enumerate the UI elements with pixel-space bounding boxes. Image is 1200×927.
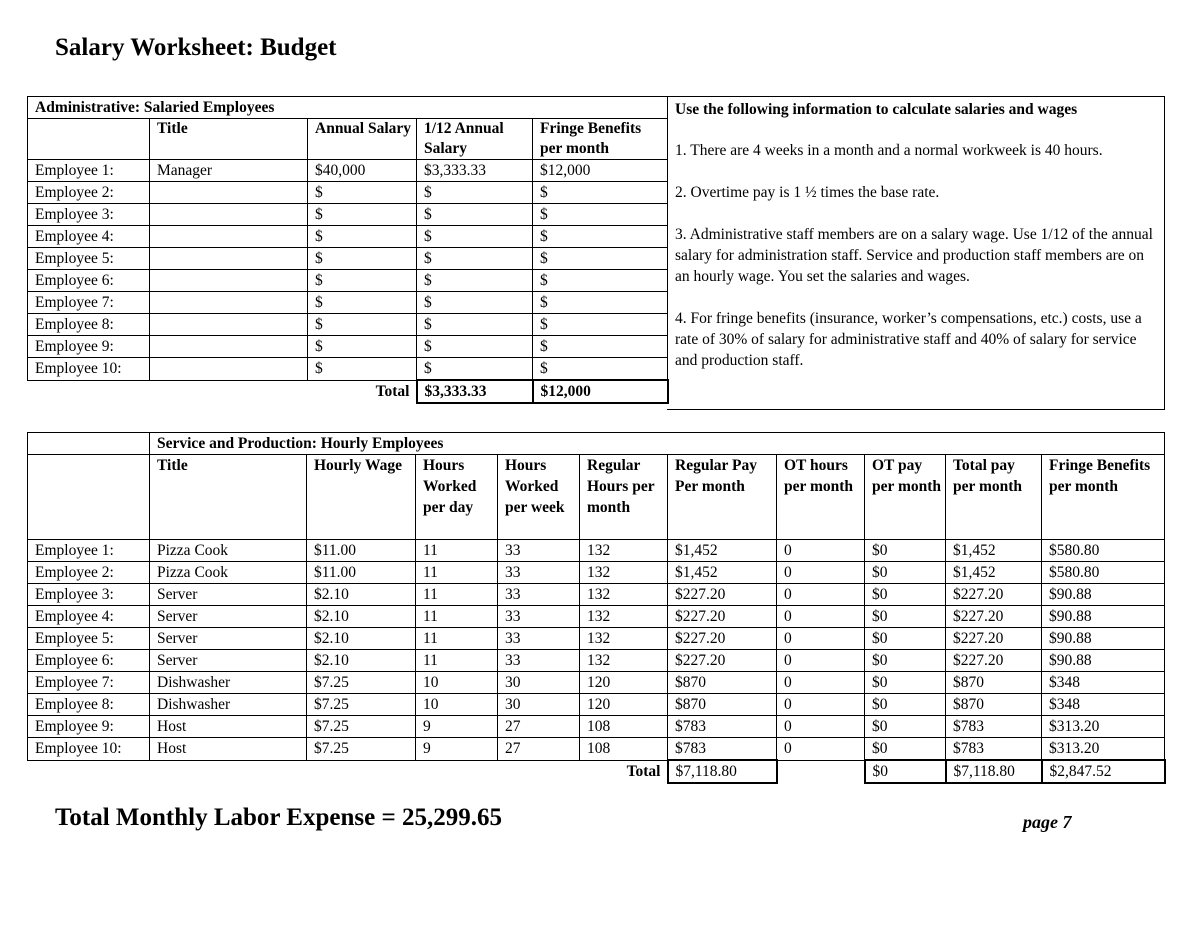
header-regular-hours: Regular Hours per month — [580, 455, 668, 540]
table-cell: 33 — [498, 562, 580, 584]
header-blank — [28, 119, 150, 160]
page-title: Salary Worksheet: Budget — [55, 34, 337, 61]
table-cell: $783 — [946, 716, 1042, 738]
admin-table-row — [28, 358, 668, 381]
hourly-rows — [28, 540, 1165, 761]
table-cell: $ — [308, 336, 417, 358]
table-cell: $ — [417, 270, 533, 292]
table-cell: $1,452 — [946, 540, 1042, 562]
employee-label: Employee 9: — [28, 716, 150, 738]
table-cell — [150, 358, 308, 381]
admin-salary-table — [27, 96, 669, 404]
table-cell: $0 — [865, 562, 946, 584]
table-cell: 0 — [777, 672, 865, 694]
table-cell: 108 — [580, 716, 668, 738]
hourly-table-row — [28, 650, 1165, 672]
table-cell: 33 — [498, 540, 580, 562]
table-cell: $40,000 — [308, 160, 417, 182]
table-cell — [150, 204, 308, 226]
table-cell: $ — [533, 270, 668, 292]
hourly-table-row — [28, 540, 1165, 562]
admin-total-fringe: $12,000 — [533, 380, 668, 403]
table-cell: $870 — [946, 672, 1042, 694]
header-blank — [28, 433, 150, 455]
table-cell: $ — [533, 226, 668, 248]
table-cell: $870 — [668, 672, 777, 694]
hourly-total-blank — [777, 760, 865, 783]
hourly-total-pay: $7,118.80 — [946, 760, 1042, 783]
table-cell: $12,000 — [533, 160, 668, 182]
employee-label: Employee 6: — [28, 650, 150, 672]
table-cell: $7.25 — [307, 694, 416, 716]
table-cell: $ — [308, 204, 417, 226]
table-cell: $227.20 — [946, 606, 1042, 628]
table-cell: $ — [308, 358, 417, 381]
table-cell: 11 — [416, 540, 498, 562]
table-cell: 0 — [777, 584, 865, 606]
table-cell — [150, 182, 308, 204]
table-cell: $0 — [865, 628, 946, 650]
hourly-total-regular-pay: $7,118.80 — [668, 760, 777, 783]
table-cell — [150, 226, 308, 248]
table-cell: $348 — [1042, 672, 1165, 694]
employee-label: Employee 10: — [28, 358, 150, 381]
table-cell: 30 — [498, 672, 580, 694]
table-cell: 11 — [416, 584, 498, 606]
employee-label: Employee 1: — [28, 540, 150, 562]
table-cell: $783 — [946, 738, 1042, 761]
table-cell: $ — [308, 182, 417, 204]
table-cell: $11.00 — [307, 540, 416, 562]
table-cell: $ — [417, 248, 533, 270]
table-cell: $1,452 — [668, 562, 777, 584]
table-cell: 108 — [580, 738, 668, 761]
table-cell: 0 — [777, 694, 865, 716]
hourly-section-title: Service and Production: Hourly Employees — [150, 433, 1165, 455]
header-hours-per-week: Hours Worked per week — [498, 455, 580, 540]
table-cell: 30 — [498, 694, 580, 716]
table-cell: $870 — [946, 694, 1042, 716]
employee-label: Employee 7: — [28, 292, 150, 314]
employee-label: Employee 6: — [28, 270, 150, 292]
table-cell: $0 — [865, 606, 946, 628]
table-cell: 132 — [580, 650, 668, 672]
hourly-table-row — [28, 584, 1165, 606]
employee-label: Employee 3: — [28, 584, 150, 606]
table-cell — [150, 336, 308, 358]
employee-label: Employee 2: — [28, 182, 150, 204]
table-cell: 120 — [580, 694, 668, 716]
employee-label: Employee 2: — [28, 562, 150, 584]
table-cell: 33 — [498, 628, 580, 650]
table-cell: $2.10 — [307, 650, 416, 672]
table-cell: 27 — [498, 738, 580, 761]
employee-label: Employee 5: — [28, 628, 150, 650]
table-cell — [150, 292, 308, 314]
table-cell: $1,452 — [946, 562, 1042, 584]
admin-table-row — [28, 160, 668, 182]
table-cell: Pizza Cook — [150, 562, 307, 584]
table-cell: $ — [533, 358, 668, 381]
header-hourly-wage: Hourly Wage — [307, 455, 416, 540]
header-ot-hours: OT hours per month — [777, 455, 865, 540]
header-ot-pay: OT pay per month — [865, 455, 946, 540]
admin-total-label: Total — [375, 382, 410, 400]
table-cell: 9 — [416, 716, 498, 738]
header-regular-pay: Regular Pay Per month — [668, 455, 777, 540]
table-cell: $ — [533, 204, 668, 226]
table-cell: $ — [417, 314, 533, 336]
table-cell: $227.20 — [946, 628, 1042, 650]
hourly-total-fringe: $2,847.52 — [1042, 760, 1165, 783]
table-cell: 33 — [498, 606, 580, 628]
table-cell: Manager — [150, 160, 308, 182]
admin-table-row — [28, 248, 668, 270]
table-cell: 11 — [416, 562, 498, 584]
instruction-item: 3. Administrative staff members are on a salary wage. Use 1/12 of the annual salary for administration staff. Service and production staff members are on an hourly wage. You set the salaries and wages. — [675, 226, 1153, 285]
table-cell: Server — [150, 584, 307, 606]
instructions-box — [667, 96, 1165, 410]
table-cell: $ — [417, 292, 533, 314]
header-total-pay: Total pay per month — [946, 455, 1042, 540]
hourly-table-row — [28, 628, 1165, 650]
table-cell: $0 — [865, 584, 946, 606]
table-cell: Server — [150, 606, 307, 628]
table-cell: $0 — [865, 650, 946, 672]
table-cell: $783 — [668, 738, 777, 761]
table-cell: 11 — [416, 606, 498, 628]
table-cell: $3,333.33 — [417, 160, 533, 182]
table-cell: $1,452 — [668, 540, 777, 562]
instruction-item: 1. There are 4 weeks in a month and a normal workweek is 40 hours. — [675, 142, 1103, 159]
table-cell: $580.80 — [1042, 540, 1165, 562]
table-cell: 11 — [416, 628, 498, 650]
table-cell: 132 — [580, 584, 668, 606]
table-cell: Server — [150, 650, 307, 672]
table-cell: Dishwasher — [150, 672, 307, 694]
table-cell: 0 — [777, 628, 865, 650]
table-cell: $ — [533, 248, 668, 270]
table-cell: $7.25 — [307, 738, 416, 761]
table-cell: 33 — [498, 584, 580, 606]
table-cell: 10 — [416, 694, 498, 716]
header-annual-salary: Annual Salary — [308, 119, 417, 160]
table-cell: 0 — [777, 716, 865, 738]
table-cell: $0 — [865, 716, 946, 738]
table-cell: $870 — [668, 694, 777, 716]
admin-table-row — [28, 314, 668, 336]
table-cell: $313.20 — [1042, 738, 1165, 761]
table-cell: 11 — [416, 650, 498, 672]
table-cell: $227.20 — [946, 584, 1042, 606]
employee-label: Employee 7: — [28, 672, 150, 694]
header-title: Title — [150, 119, 308, 160]
table-cell: $ — [308, 226, 417, 248]
table-cell: $ — [308, 292, 417, 314]
total-labor-expense: Total Monthly Labor Expense = 25,299.65 — [55, 804, 502, 831]
hourly-table-row — [28, 738, 1165, 761]
employee-label: Employee 5: — [28, 248, 150, 270]
admin-table-row — [28, 270, 668, 292]
header-fringe-benefits: Fringe Benefits per month — [533, 119, 668, 160]
table-cell: $227.20 — [668, 628, 777, 650]
table-cell: Host — [150, 738, 307, 761]
table-cell: 0 — [777, 650, 865, 672]
header-title: Title — [150, 455, 307, 540]
employee-label: Employee 3: — [28, 204, 150, 226]
table-cell: $0 — [865, 672, 946, 694]
header-blank — [28, 455, 150, 540]
table-cell: $90.88 — [1042, 650, 1165, 672]
employee-label: Employee 1: — [28, 160, 150, 182]
hourly-table-row — [28, 694, 1165, 716]
table-cell: $ — [308, 248, 417, 270]
admin-table-row — [28, 336, 668, 358]
table-cell: 0 — [777, 540, 865, 562]
table-cell: $90.88 — [1042, 628, 1165, 650]
admin-section-title: Administrative: Salaried Employees — [28, 97, 668, 119]
table-cell: 0 — [777, 562, 865, 584]
table-cell: 132 — [580, 606, 668, 628]
table-cell: $227.20 — [946, 650, 1042, 672]
table-cell: 10 — [416, 672, 498, 694]
table-cell: $227.20 — [668, 584, 777, 606]
page-number: page 7 — [1023, 812, 1072, 832]
table-cell: 33 — [498, 650, 580, 672]
table-cell: $ — [417, 358, 533, 381]
table-cell: $ — [308, 314, 417, 336]
instruction-item: 4. For fringe benefits (insurance, worker’s compensations, etc.) costs, use a rate of 30% of salary for administrative staff and 40% of salary for service and production staff. — [675, 310, 1142, 369]
table-cell: 0 — [777, 738, 865, 761]
table-cell: $2.10 — [307, 606, 416, 628]
table-cell: 27 — [498, 716, 580, 738]
admin-total-salary: $3,333.33 — [417, 380, 533, 403]
table-cell: $ — [417, 336, 533, 358]
hourly-header-row — [28, 455, 1165, 540]
table-cell — [150, 314, 308, 336]
table-cell: $580.80 — [1042, 562, 1165, 584]
table-cell: $2.10 — [307, 628, 416, 650]
table-cell — [150, 270, 308, 292]
employee-label: Employee 8: — [28, 694, 150, 716]
table-cell: $227.20 — [668, 606, 777, 628]
admin-table-row — [28, 204, 668, 226]
table-cell: $2.10 — [307, 584, 416, 606]
table-cell: $ — [533, 314, 668, 336]
table-cell: $7.25 — [307, 716, 416, 738]
hourly-table-row — [28, 606, 1165, 628]
header-hours-per-day: Hours Worked per day — [416, 455, 498, 540]
table-cell: $90.88 — [1042, 584, 1165, 606]
table-cell: $313.20 — [1042, 716, 1165, 738]
employee-label: Employee 9: — [28, 336, 150, 358]
table-cell: Host — [150, 716, 307, 738]
instructions-heading: Use the following information to calculate salaries and wages — [675, 101, 1078, 118]
table-cell: $0 — [865, 694, 946, 716]
table-cell: 132 — [580, 628, 668, 650]
table-cell: $0 — [865, 738, 946, 761]
table-cell: Server — [150, 628, 307, 650]
table-cell: 9 — [416, 738, 498, 761]
hourly-table-row — [28, 562, 1165, 584]
table-cell: 132 — [580, 562, 668, 584]
admin-table-row — [28, 182, 668, 204]
table-cell: $ — [308, 270, 417, 292]
table-cell: $ — [417, 182, 533, 204]
instruction-item: 2. Overtime pay is 1 ½ times the base rate. — [675, 184, 940, 201]
table-cell: $ — [533, 182, 668, 204]
hourly-wage-table — [27, 432, 1166, 784]
employee-label: Employee 4: — [28, 606, 150, 628]
table-cell: $7.25 — [307, 672, 416, 694]
employee-label: Employee 10: — [28, 738, 150, 761]
table-cell — [150, 248, 308, 270]
table-cell: Dishwasher — [150, 694, 307, 716]
admin-table-row — [28, 226, 668, 248]
table-cell: $0 — [865, 540, 946, 562]
table-cell: $11.00 — [307, 562, 416, 584]
table-cell: $ — [417, 204, 533, 226]
employee-label: Employee 4: — [28, 226, 150, 248]
table-cell: $227.20 — [668, 650, 777, 672]
table-cell: $783 — [668, 716, 777, 738]
table-cell: Pizza Cook — [150, 540, 307, 562]
table-cell: 120 — [580, 672, 668, 694]
hourly-total-ot-pay: $0 — [865, 760, 946, 783]
admin-rows — [28, 160, 668, 381]
employee-label: Employee 8: — [28, 314, 150, 336]
table-cell: 132 — [580, 540, 668, 562]
header-monthly-salary: 1/12 Annual Salary — [417, 119, 533, 160]
admin-table-row — [28, 292, 668, 314]
hourly-table-row — [28, 672, 1165, 694]
table-cell: $90.88 — [1042, 606, 1165, 628]
hourly-table-row — [28, 716, 1165, 738]
table-cell: $ — [417, 226, 533, 248]
table-cell: $ — [533, 336, 668, 358]
header-fringe-benefits: Fringe Benefits per month — [1042, 455, 1165, 540]
hourly-total-label: Total — [626, 762, 661, 780]
table-cell: 0 — [777, 606, 865, 628]
table-cell: $ — [533, 292, 668, 314]
table-cell: $348 — [1042, 694, 1165, 716]
